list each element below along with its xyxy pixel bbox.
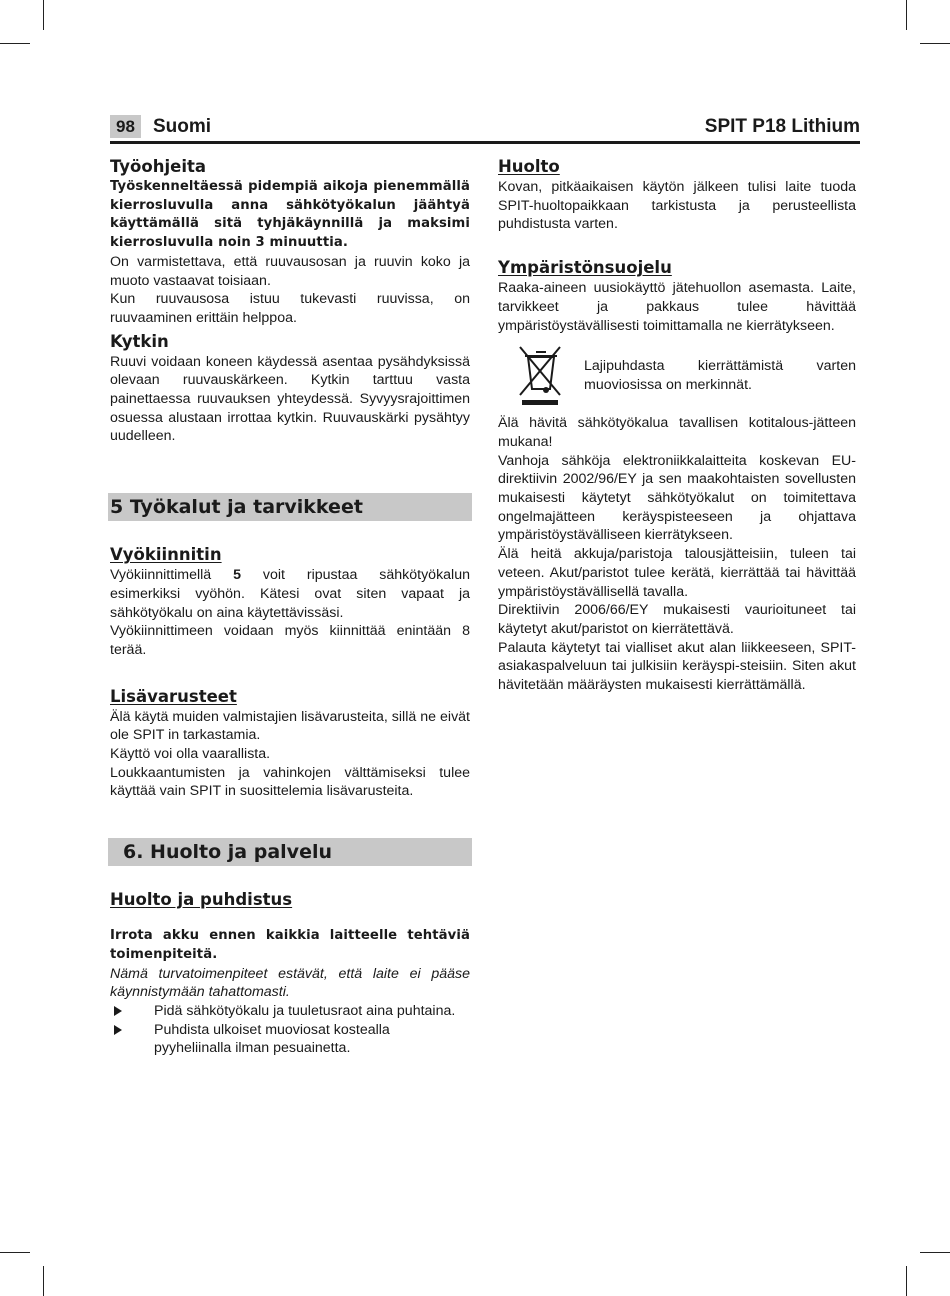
product-name: SPIT P18 Lithium (704, 116, 860, 137)
paragraph: On varmistettava, että ruuvausosan ja ruuvin koko ja muoto vastaavat toisiaan. (110, 253, 470, 289)
right-column (498, 156, 856, 695)
paragraph: Kun ruuvausosa istuu tukevasti ruuvissa, on ruuvaaminen erittäin helppoa. (110, 291, 470, 326)
language-label: Suomi (153, 116, 212, 137)
crop-mark (0, 43, 30, 44)
bullet-item (110, 1021, 470, 1058)
weee-notice (498, 343, 856, 409)
crossed-out-wheelie-bin-icon (516, 343, 564, 407)
weee-text: Lajipuhdasta kierrättämistä varten muoviosissa on merkinnät. (584, 358, 856, 393)
section-title-lisavarusteet: Lisävarusteet (110, 686, 237, 706)
text: Vyökiinnittimellä (110, 567, 234, 584)
italic-note: Nämä turvatoimenpiteet estävät, että laite ei pääse käynnistymään tahattomasti. (110, 965, 470, 1001)
paragraph: Vanhoja sähköja elektroniikkalaitteita koskevan EU-direktiivin 2002/96/EY ja sen maakohtaisten sovellusten mukaisesti käytetyt sähkötyökalut on toimitettava ongelmajätteen keräyspisteeseen ja ohjattava ympäristöystävälliseen kierrätykseen. (498, 452, 856, 544)
section-title-kytkin: Kytkin (110, 331, 169, 351)
paragraph: Älä hävitä sähkötyökalua tavallisen kotitalous-jätteen mukana! (498, 415, 856, 450)
paragraph: Käyttö voi olla vaarallista. (110, 746, 271, 763)
paragraph: Palauta käytetyt tai vialliset akut alan liikkeeseen, SPIT-asiakaspalveluun tai julkisiin keräyspi-steisiin. Siten akut hävitetään määräysten mukaisesti kierrättämällä. (498, 639, 856, 694)
paragraph: Raaka-aineen uusiokäyttö jätehuollon asemasta. Laite, tarvikkeet ja pakkaus tulee hävittää ympäristöystävällisesti toimittamalla ne kierrätykseen. (498, 280, 856, 334)
paragraph (110, 566, 470, 622)
bullet-text: Puhdista ulkoiset muoviosat kostealla pyyheliinalla ilman pesuainetta. (154, 1021, 390, 1057)
crop-mark (43, 1266, 44, 1296)
paragraph: Kovan, pitkäaikaisen käytön jälkeen tulisi laite tuoda SPIT-huoltopaikkaan tarkistusta ja perusteellista puhdistusta varten. (498, 179, 856, 233)
text: voit ripustaa sähkötyökalun esimerkiksi vyöhön. Kätesi ovat siten vapaat ja sähkötyökalu on aina käytettävissäsi. (110, 567, 470, 621)
crop-mark (0, 1252, 30, 1253)
paragraph: Älä heitä akkuja/paristoja talousjätteisiin, tuleen tai veteen. Akut/paristot tulee kerätä, kierrättää tai hävittää ympäristöystävällisellä tavalla. (498, 546, 856, 600)
crop-mark (906, 1266, 907, 1296)
paragraph: Loukkaantumisten ja vahinkojen välttämiseksi tulee käyttää vain SPIT in suosittelemia lisävarusteita. (110, 764, 470, 800)
warning-text: Työskenneltäessä pidempiä aikoja pienemmällä kierrosluvulla anna sähkötyökalun jäähtyä käyttämällä sitä tyhjäkäynnillä ja maksimi kierrosluvulla noin 3 minuuttia. (110, 179, 470, 251)
page-header (110, 114, 860, 142)
crop-mark (906, 0, 907, 30)
page-number: 98 (110, 115, 141, 138)
warning-text: Irrota akku ennen kaikkia laitteelle tehtäviä toimenpiteitä. (110, 928, 470, 962)
section-title-ymparistonsuojelu: Ympäristönsuojelu (498, 258, 672, 278)
paragraph: Ruuvi voidaan koneen käydessä asentaa pysähdyksissä olevaan ruuvauskärkeen. Kytkin tarttuu vasta painettaessa ruuvauksen yhteydessä. Syvyysrajoittimen osuessa alustaan irrottaa kytkin. Ruuvauskärki pysähtyy uudelleen. (110, 353, 470, 445)
bullet-arrow-icon (114, 1006, 122, 1016)
bullet-text: Pidä sähkötyökalu ja tuuletusraot aina puhtaina. (154, 1002, 456, 1019)
paragraph: Direktiivin 2006/66/EY mukaisesti vaurioituneet tai käytetyt akut/paristot on kierrätettävä. (498, 602, 856, 637)
reference-number: 5 (233, 567, 241, 584)
crop-mark (920, 43, 950, 44)
section-title-tyoohjeita: Työohjeita (110, 157, 206, 176)
bullet-item (110, 1002, 470, 1021)
left-column (110, 156, 470, 1058)
paragraph: Älä käytä muiden valmistajien lisävarusteita, sillä ne eivät ole SPIT in tarkastamia. (110, 708, 470, 744)
header-rule (110, 141, 860, 144)
bullet-arrow-icon (114, 1025, 122, 1035)
paragraph: Vyökiinnittimeen voidaan myös kiinnittää enintään 8 terää. (110, 623, 470, 658)
section-title-huolto-puhdistus: Huolto ja puhdistus (110, 890, 293, 910)
section-title-vyokiinnitin: Vyökiinnitin (110, 545, 222, 565)
crop-mark (43, 0, 44, 30)
chapter-heading-6: 6. Huolto ja palvelu (108, 838, 472, 866)
chapter-heading-5: 5 Työkalut ja tarvikkeet (108, 493, 472, 521)
section-title-huolto: Huolto (498, 157, 560, 176)
crop-mark (920, 1252, 950, 1253)
